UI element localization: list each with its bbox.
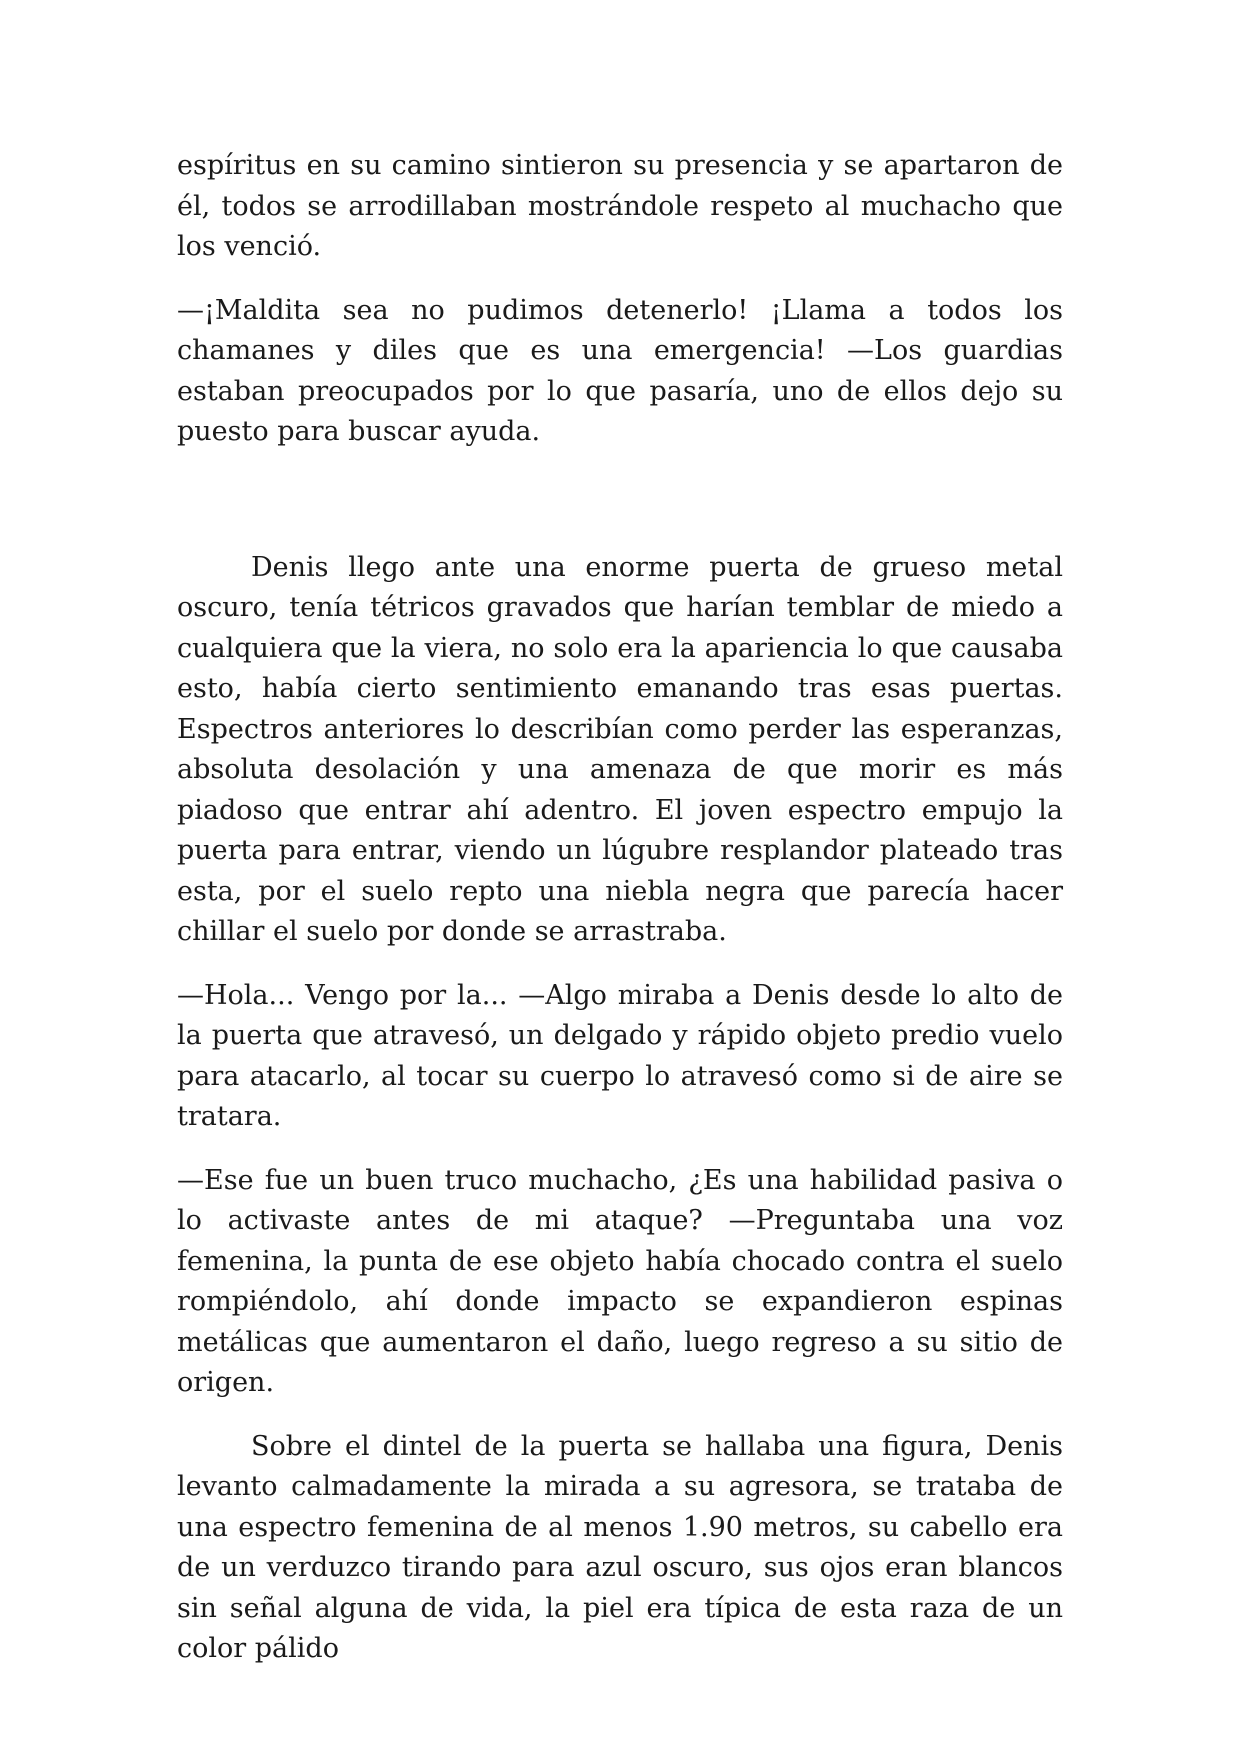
paragraph-hola-dialogue: —Hola... Vengo por la... —Algo miraba a Denis desde lo alto de la puerta que atravesó, un delgado y rápido objeto predio vuelo para atacarlo, al tocar su cuerpo lo atravesó como si de aire se tratara. (177, 979, 1063, 1132)
paragraph-female-voice: —Ese fue un buen truco muchacho, ¿Es una habilidad pasiva o lo activaste antes de mi ataque? —Preguntaba una voz femenina, la punta de ese objeto había chocado contra el suelo rompiéndolo, ahí donde impacto se expandieron espinas metálicas que aumentaron el daño, luego regreso a su sitio de origen. (177, 1164, 1063, 1398)
body-text (177, 146, 1063, 1693)
paragraph-figure-description: Sobre el dintel de la puerta se hallaba una figura, Denis levanto calmadamente la mirada a su agresora, se trataba de una espectro femenina de al menos 1.90 metros, su cabello era de un verduzco tirando para azul oscuro, sus ojos eran blancos sin señal alguna de vida, la piel era típica de esta raza de un color pálido (177, 1430, 1063, 1664)
paragraph-spirits-kneel: espíritus en su camino sintieron su presencia y se apartaron de él, todos se arrodillaban mostrándole respeto al muchacho que los venció. (177, 150, 1063, 262)
paragraph-guards-dialogue: —¡Maldita sea no pudimos detenerlo! ¡Llama a todos los chamanes y diles que es una emergencia! —Los guardias estaban preocupados por lo que pasaría, uno de ellos dejo su puesto para buscar ayuda. (177, 294, 1063, 447)
paragraph-metal-door: Denis llego ante una enorme puerta de grueso metal oscuro, tenía tétricos gravados que harían temblar de miedo a cualquiera que la viera, no solo era la apariencia lo que causaba esto, había cierto sentimiento emanando tras esas puertas. Espectros anteriores lo describían como perder las esperanzas, absoluta desolación y una amenaza de que morir es más piadoso que entrar ahí adentro. El joven espectro empujo la puerta para entrar, viendo un lúgubre resplandor plateado tras esta, por el suelo repto una niebla negra que parecía hacer chillar el suelo por donde se arrastraba. (177, 551, 1063, 947)
